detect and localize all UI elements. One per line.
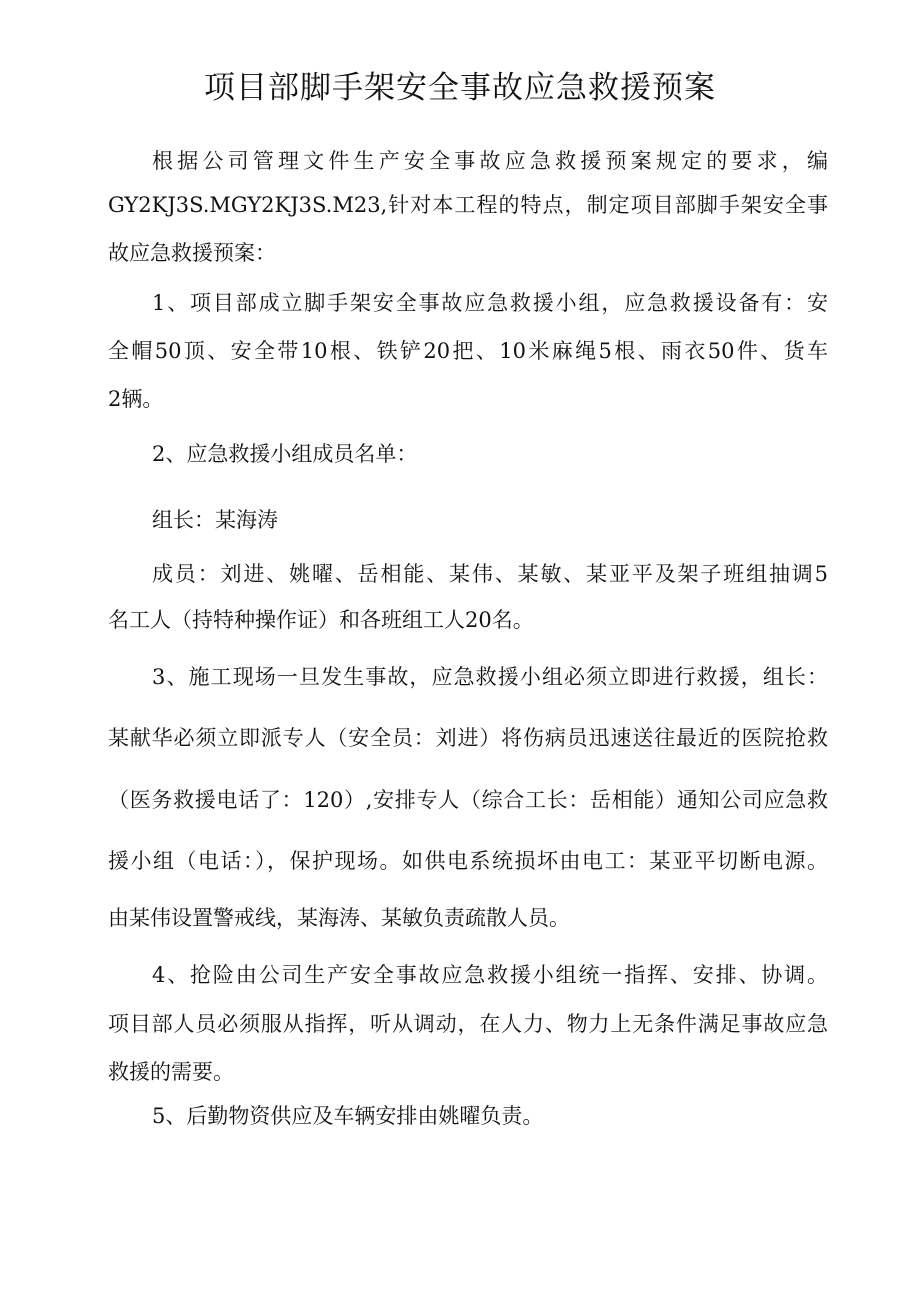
item4-line-1: 4、抢险由公司生产安全事故应急救援小组统一指挥、安排、协调。 (152, 963, 828, 987)
document-title: 项目部脚手架安全事故应急救援预案 (204, 70, 716, 106)
members-line-2: 名工人（持特种操作证）和各班组工人20名。 (108, 608, 534, 632)
intro-line-2: GY2KJ3S.MGY2KJ3S.M23,针对本工程的特点，制定项目部脚手架安全事 (108, 193, 828, 217)
item1-line-1: 1、项目部成立脚手架安全事故应急救援小组，应急救援设备有：安 (152, 291, 828, 315)
item3-line-2: 某献华必须立即派专人（安全员：刘进）将伤病员迅速送往最近的医院抢救 (108, 726, 828, 750)
item2-heading: 2、应急救援小组成员名单： (152, 442, 418, 466)
members-line-1: 成员：刘进、姚曜、岳相能、某伟、某敏、某亚平及架子班组抽调5 (152, 562, 828, 586)
item3-line-3: （医务救援电话了：120）,安排专人（综合工长：岳相能）通知公司应急救 (108, 788, 828, 812)
item3-line-5: 由某伟设置警戒线，某海涛、某敏负责疏散人员。 (108, 906, 570, 930)
item3-line-4: 援小组（电话：），保护现场。如供电系统损坏由电工：某亚平切断电源。 (108, 849, 828, 873)
item4-line-2: 项目部人员必须服从指挥，听从调动，在人力、物力上无条件满足事故应急 (108, 1012, 828, 1036)
item4-line-3: 救援的需要。 (108, 1060, 234, 1084)
item5-line: 5、后勤物资供应及车辆安排由姚曜负责。 (152, 1104, 544, 1128)
leader-line: 组长：某海涛 (152, 508, 278, 532)
intro-line-1: 根据公司管理文件生产安全事故应急救援预案规定的要求，编 (152, 149, 828, 173)
item1-line-2: 全帽50顶、安全带10根、铁铲20把、10米麻绳5根、雨衣50件、货车 (108, 339, 828, 363)
item1-line-3: 2辆。 (108, 387, 164, 411)
item3-line-1: 3、施工现场一旦发生事故，应急救援小组必须立即进行救援，组长： (152, 665, 828, 689)
intro-line-3: 故应急救援预案： (108, 241, 276, 265)
